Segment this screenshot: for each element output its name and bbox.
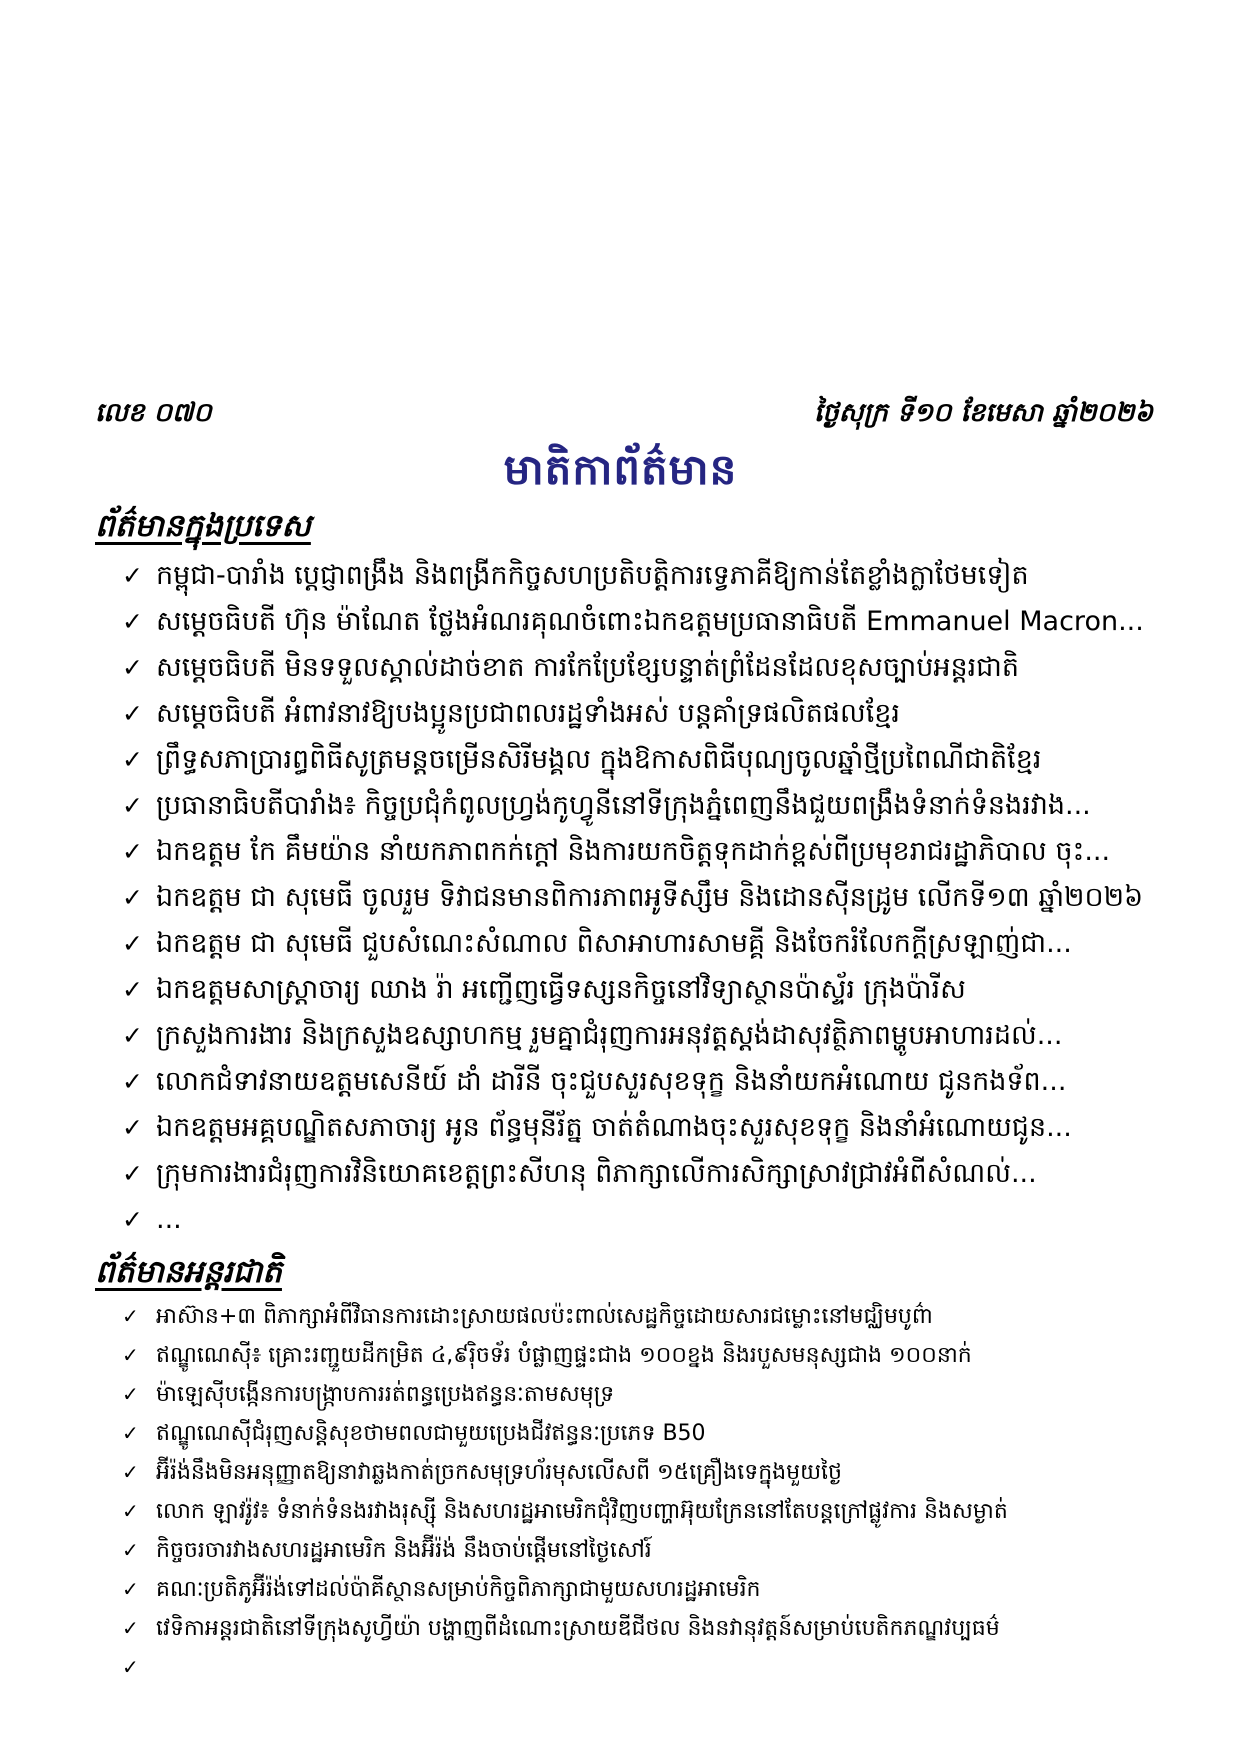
- list-item: [122, 1456, 1171, 1495]
- list-item: [122, 602, 1171, 648]
- date-line: ថ្ងៃសុក្រ ទី១០ ខែមេសា ឆ្នាំ២០២៦: [814, 398, 1153, 428]
- checkmark-icon: ✓: [122, 975, 143, 1004]
- news-item-text: ឥណ្ឌូណេស៊ី៖ គ្រោះរញ្ជួយដីកម្រិត ៤,៩រ៉ិចទ័រ បំផ្លាញផ្ទះជាង ១០០ខ្នង និងរបួសមនុស្សជាង ១០០នាក់: [156, 1343, 972, 1368]
- news-item-text: សម្តេចធិបតី អំពាវនាវឱ្យបងប្អូនប្រជាពលរដ្ឋទាំងអស់ បន្តគាំទ្រផលិតផលខ្មែរ: [156, 698, 900, 729]
- checkmark-icon: ✓: [122, 1616, 139, 1640]
- checkmark-icon: ✓: [122, 653, 143, 682]
- list-item: [122, 556, 1171, 602]
- checkmark-icon: ✓: [122, 1421, 139, 1445]
- issue-number: លេខ ០៧០: [95, 398, 212, 428]
- list-item: [122, 740, 1171, 786]
- list-item: [122, 1016, 1171, 1062]
- news-item-text: អាស៊ាន+៣ ពិភាក្សាអំពីវិធានការដោះស្រាយផលប៉ះពាល់សេដ្ឋកិច្ចដោយសារជម្លោះនៅមជ្ឈិមបូព៌ា: [156, 1304, 933, 1329]
- list-item: [122, 1300, 1171, 1339]
- list-item: [122, 1612, 1171, 1651]
- section-heading-international: ព័ត៌មានអន្តរជាតិ: [95, 1254, 282, 1290]
- domestic-news-list: [122, 556, 1171, 1246]
- list-item: [122, 832, 1171, 878]
- news-item-text: ឯកឧត្តមអគ្គបណ្ឌិតសភាចារ្យ អូន ព័ន្ធមុនីរ័ត្ន ចាត់តំណាងចុះសួរសុខទុក្ខ និងនាំអំណោយជូន...: [156, 1112, 1072, 1143]
- list-item: [122, 1573, 1171, 1612]
- news-item-text: ក្រុមការងារជំរុញការវិនិយោគខេត្តព្រះសីហនុ ពិភាក្សាលើការសិក្សាស្រាវជ្រាវអំពីសំណល់...: [156, 1158, 1037, 1189]
- list-item: [122, 924, 1171, 970]
- checkmark-icon: ✓: [122, 1460, 139, 1484]
- news-item-text: ប្រធានាធិបតីបារាំង៖ កិច្ចប្រជុំកំពូលហ្វ្រង់កូហ្វូនីនៅទីក្រុងភ្នំពេញនឹងជួយពង្រឹងទំនាក់ទំនងរវាង...: [156, 790, 1091, 821]
- list-item: [122, 1062, 1171, 1108]
- news-item-text: គណៈប្រតិភូអ៊ីរ៉ង់ទៅដល់ប៉ាគីស្ថានសម្រាប់កិច្ចពិភាក្សាជាមួយសហរដ្ឋអាមេរិក: [156, 1577, 761, 1602]
- checkmark-icon: ✓: [122, 1304, 139, 1328]
- news-item-text: វេទិកាអន្តរជាតិនៅទីក្រុងសូហ្វីយ៉ា បង្ហាញពីដំណោះស្រាយឌីជីថល និងនវានុវត្តន៍សម្រាប់បេតិកភណ្ឌវប្បធម៌: [156, 1616, 1000, 1641]
- checkmark-icon: ✓: [122, 699, 143, 728]
- list-item: [122, 1108, 1171, 1154]
- checkmark-icon: ✓: [122, 883, 143, 912]
- list-item: [122, 1651, 1171, 1690]
- section-heading-domestic: ព័ត៌មានក្នុងប្រទេស: [95, 508, 311, 544]
- international-news-list: [122, 1300, 1171, 1690]
- news-item-text: លោក ឡាវរ៉ូវ៖ ទំនាក់ទំនងរវាងរុស្ស៊ី និងសហរដ្ឋអាមេរិកជុំវិញបញ្ហាអ៊ុយក្រែននៅតែបន្តក្រៅផ្លូវការ និងសម្ងាត់: [156, 1499, 1008, 1524]
- checkmark-icon: ✓: [122, 745, 143, 774]
- list-item: [122, 1339, 1171, 1378]
- news-item-text: លោកជំទាវនាយឧត្តមសេនីយ៍ ដាំ ដារីនី ចុះជួបសួរសុខទុក្ខ និងនាំយកអំណោយ ជូនកងទ័ព...: [156, 1066, 1067, 1097]
- list-item: [122, 1417, 1171, 1456]
- list-item: [122, 1200, 1171, 1246]
- checkmark-icon: ✓: [122, 1499, 139, 1523]
- news-item-text: ...: [156, 1204, 182, 1235]
- checkmark-icon: ✓: [122, 1655, 139, 1679]
- news-item-text: ឯកឧត្តមសាស្រ្តាចារ្យ ឈាង រ៉ា អញ្ជើញធ្វើទស្សនកិច្ចនៅវិទ្យាស្ថានប៉ាស្ទ័រ ក្រុងប៉ារីស: [156, 974, 966, 1005]
- list-item: [122, 1534, 1171, 1573]
- news-item-text: ក្រសួងការងារ និងក្រសួងឧស្សាហកម្ម រួមគ្នាជំរុញការអនុវត្តស្តង់ដាសុវត្ថិភាពម្ហូបអាហារដល់...: [156, 1020, 1063, 1051]
- document-header: [95, 396, 1153, 430]
- list-item: [122, 1495, 1171, 1534]
- list-item: [122, 1378, 1171, 1417]
- checkmark-icon: ✓: [122, 1577, 139, 1601]
- list-item: [122, 1154, 1171, 1200]
- list-item: [122, 970, 1171, 1016]
- news-item-text: ឯកឧត្តម ជា សុមេធី ចូលរួម ទិវាជនមានពិការភាពអូទីស្សឹម និងដោនស៊ីនដ្រូម លើកទី១៣ ឆ្នាំ២០២៦: [156, 882, 1144, 913]
- checkmark-icon: ✓: [122, 561, 143, 590]
- news-item-text: សម្តេចធិបតី ហ៊ុន ម៉ាណែត ថ្លែងអំណរគុណចំពោះឯកឧត្តមប្រធានាធិបតី Emmanuel Macron...: [156, 606, 1144, 637]
- checkmark-icon: ✓: [122, 1343, 139, 1367]
- news-item-text: ឯកឧត្តម ជា សុមេធី ជួបសំណេះសំណាល ពិសាអាហារសាមគ្គី និងចែករំលែកក្តីស្រឡាញ់ជា...: [156, 928, 1072, 959]
- news-item-text: ឥណ្ឌូណេស៊ីជំរុញសន្តិសុខថាមពលជាមួយប្រេងជីវឥន្ធនៈប្រភេទ B50: [156, 1421, 706, 1446]
- list-item: [122, 786, 1171, 832]
- news-item-text: កិច្ចចរចារវាងសហរដ្ឋអាមេរិក និងអ៊ីរ៉ង់ នឹងចាប់ផ្តើមនៅថ្ងៃសៅរ៍: [156, 1538, 652, 1563]
- news-item-text: កម្ពុជា-បារាំង ប្តេជ្ញាពង្រឹង និងពង្រីកកិច្ចសហប្រតិបត្តិការទ្វេភាគីឱ្យកាន់តែខ្លាំងក្លាថែមទៀត: [156, 560, 1029, 591]
- checkmark-icon: ✓: [122, 1067, 143, 1096]
- checkmark-icon: ✓: [122, 1382, 139, 1406]
- checkmark-icon: ✓: [122, 1159, 143, 1188]
- list-item: [122, 694, 1171, 740]
- news-item-text: សម្តេចធិបតី មិនទទួលស្គាល់ដាច់ខាត ការកែប្រែខ្សែបន្ទាត់ព្រំដែនដែលខុសច្បាប់អន្តរជាតិ: [156, 652, 1020, 683]
- news-item-text: ម៉ាឡេស៊ីបង្កើនការបង្ក្រាបការរត់ពន្ធប្រេងឥន្ធនៈតាមសមុទ្រ: [156, 1382, 615, 1407]
- news-item-text: ឯកឧត្តម កែ គឹមយ៉ាន នាំយកភាពកក់ក្តៅ និងការយកចិត្តទុកដាក់ខ្ពស់ពីប្រមុខរាជរដ្ឋាភិបាល ចុះ...: [156, 836, 1111, 867]
- checkmark-icon: ✓: [122, 1538, 139, 1562]
- news-item-text: ព្រឹទ្ធសភាប្រារព្ធពិធីសូត្រមន្តចម្រើនសិរីមង្គល ក្នុងឱកាសពិធីបុណ្យចូលឆ្នាំថ្មីប្រពៃណីជាតិខ្មែរ: [156, 744, 1042, 775]
- page-title: មាតិកាព័ត៌មាន: [503, 445, 738, 494]
- checkmark-icon: ✓: [122, 837, 143, 866]
- checkmark-icon: ✓: [122, 1113, 143, 1142]
- checkmark-icon: ✓: [122, 929, 143, 958]
- checkmark-icon: ✓: [122, 791, 143, 820]
- news-item-text: អ៊ីរ៉ង់នឹងមិនអនុញ្ញាតឱ្យនាវាឆ្លងកាត់ច្រកសមុទ្រហ័រមុសលើសពី ១៥គ្រឿងទេក្នុងមួយថ្ងៃ: [156, 1460, 843, 1485]
- checkmark-icon: ✓: [122, 1021, 143, 1050]
- list-item: [122, 878, 1171, 924]
- checkmark-icon: ✓: [122, 607, 143, 636]
- checkmark-icon: ✓: [122, 1205, 143, 1234]
- list-item: [122, 648, 1171, 694]
